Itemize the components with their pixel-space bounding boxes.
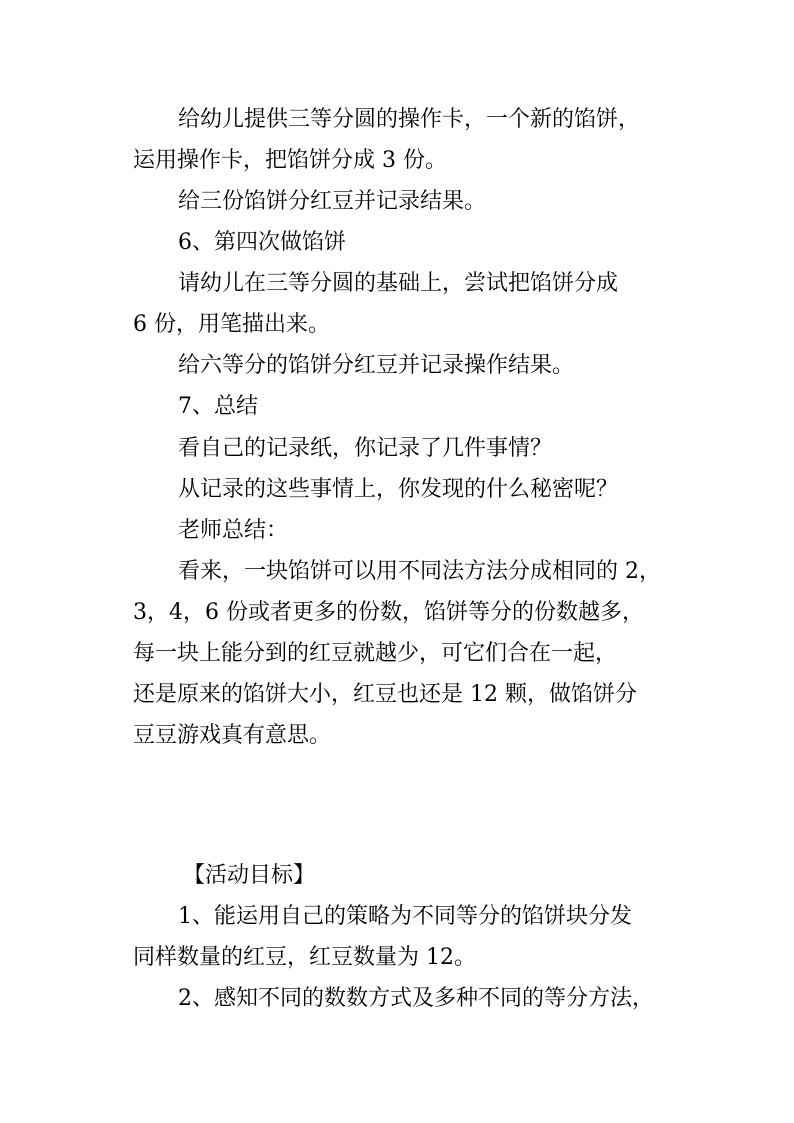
paragraph-line: 豆豆游戏真有意思。 [133, 723, 332, 748]
paragraph-line: 给三份馅饼分红豆并记录结果。 [178, 189, 487, 214]
step-heading: 6、第四次做馅饼 [178, 230, 346, 255]
goal-line: 同样数量的红豆，红豆数量为 12。 [133, 945, 476, 970]
goal-line: 1、能运用自己的策略为不同等分的馅饼块分发 [178, 904, 632, 929]
step-heading: 7、总结 [178, 394, 258, 419]
goal-line: 2、感知不同的数数方式及多种不同的等分方法， [178, 986, 654, 1011]
paragraph-line: 看来，一块馅饼可以用不同法方法分成相同的 2， [178, 559, 661, 584]
section-heading: 【活动目标】 [183, 863, 316, 888]
paragraph-line: 看自己的记录纸，你记录了几件事情？ [178, 436, 553, 461]
paragraph-line: 每一块上能分到的红豆就越少，可它们合在一起， [133, 641, 618, 666]
paragraph-line: 运用操作卡，把馅饼分成 3 份。 [133, 148, 447, 173]
paragraph-line: 3，4，6 份或者更多的份数，馅饼等分的份数越多， [133, 600, 644, 625]
paragraph-line: 给幼儿提供三等分圆的操作卡，一个新的馅饼， [178, 107, 641, 132]
paragraph-line: 给六等分的馅饼分红豆并记录操作结果。 [178, 353, 575, 378]
paragraph-line: 从记录的这些事情上，你发现的什么秘密呢？ [178, 477, 619, 502]
paragraph-line: 6 份，用笔描出来。 [133, 312, 330, 337]
paragraph-line: 还是原来的馅饼大小，红豆也还是 12 颗，做馅饼分 [133, 682, 637, 707]
paragraph-line: 请幼儿在三等分圆的基础上，尝试把馅饼分成 [178, 271, 619, 296]
paragraph-line: 老师总结： [178, 518, 289, 543]
